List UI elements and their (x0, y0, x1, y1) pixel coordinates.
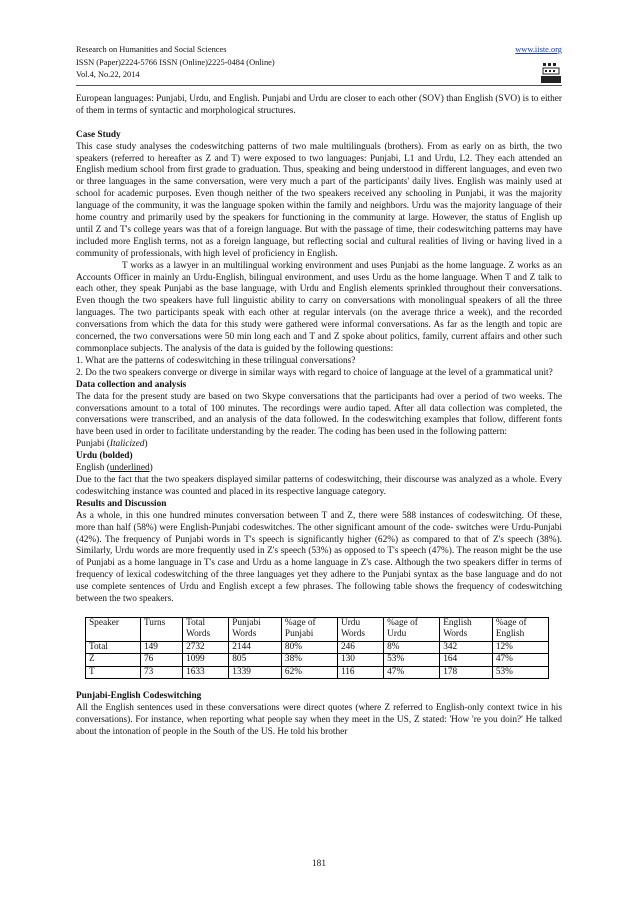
case-study-heading: Case Study (76, 129, 121, 140)
table-cell: 8% (384, 641, 440, 654)
table-cell: 1633 (183, 666, 229, 679)
table-cell: 53% (384, 654, 440, 667)
table-cell: 130 (337, 654, 383, 667)
table-cell: 116 (337, 666, 383, 679)
table-header-line: Speaker (89, 617, 119, 628)
coding-punjabi-suffix: ) (144, 439, 148, 450)
data-collection-heading: Data collection and analysis (76, 379, 187, 390)
table-header-line: English (495, 629, 525, 640)
coding-english-underlined: underlined (109, 463, 150, 474)
table-cell: 80% (281, 641, 337, 654)
coding-punjabi-prefix: Punjabi ( (76, 439, 110, 450)
table-row (86, 666, 549, 679)
table-cell: 178 (440, 666, 493, 679)
table-cell: 149 (140, 641, 182, 654)
table-header-cell (281, 617, 337, 641)
coding-urdu: Urdu (bolded) (76, 451, 133, 462)
table-cell: 2144 (229, 641, 282, 654)
table-cell: Total (86, 641, 141, 654)
table-header-line: Turns (143, 617, 166, 628)
coding-punjabi (76, 439, 562, 451)
punjabi-english-paragraph-1: All the English sentences used in these conversations were direct quotes (where Z referred to English-only context twice in his conversations). For instance, when reporting what people say when they meet in the US, Z stated: 'How 're you doin?' He talked about the intonation of people in the South of the US. He told his brother (76, 703, 562, 738)
table-header-line: Urdu (340, 617, 361, 628)
table-header-line: Words (232, 629, 257, 640)
table-cell: 1339 (229, 666, 282, 679)
results-paragraph-1: As a whole, in this one hundred minutes conversation between T and Z, there were 588 instances of codeswitching. Of these, more than half (58%) were English-Punjabi codeswitches. The other significant amount of the code- switches were Urdu-Punjabi (42%). The frequency of Punjabi words in T's speech is significantly higher (62%) as compared to that of Z's speech (38%). Similarly, Urdu words are more frequently used in Z's speech (53%) as opposed to T's speech (47%). The reason might be the use of Punjabi as a home language in T's case and Urdu as a home language in Z's case. Although the two speakers differ in terms of frequency of lexical codeswitching of the three languages yet they adhere to the Punjabi syntax as the base language and do not use complete sentences of Urdu and English except a few phrases. The following table shows the frequency of codeswitching between the two speakers. (76, 510, 562, 605)
table-header-cell (86, 617, 141, 641)
table-cell: 73 (140, 666, 182, 679)
journal-header (76, 44, 562, 82)
coding-english-prefix: English ( (76, 463, 110, 474)
journal-issn: ISSN (Paper)2224-5766 ISSN (Online)2225-0484 (Online) (76, 57, 275, 67)
header-divider (76, 85, 562, 86)
punjabi-english-heading: Punjabi-English Codeswitching (76, 691, 202, 702)
table-cell: 2732 (183, 641, 229, 654)
table-header-cell (492, 617, 548, 641)
table-header-line: English (443, 617, 472, 628)
codeswitching-frequency-table (85, 617, 549, 680)
case-study-paragraph-2: T works as a lawyer in an multilingual working environment and uses Punjabi as the home language. Z works as an Accounts Officer in mainly an Urdu-English, bilingual environment, and uses Urdu as the home language. When T and Z talk to each other, they speak Punjabi as the base language, with Urdu and English elements sprinkled throughout their conversations. Even though the two speakers have full linguistic ability to carry on conversations with monolingual speakers of all the three languages. The two participants speak with each other at regular intervals (on the average thrice a week), and the recorded conversations from which the data for this study were gathered were informal conversations. As far as the length and topic are concerned, the two conversations were 50 min long each and T and Z spoke about politics, family, current affairs and other such commonplace subjects. The analysis of the data is guided by the following questions: (76, 260, 562, 355)
table-cell: 12% (492, 641, 548, 654)
table-cell: 805 (229, 654, 282, 667)
page-number: 181 (312, 859, 326, 869)
research-question-2: 2. Do the two speakers converge or diverge in similar ways with regard to choice of language at the level of a grammatical unit? (76, 367, 553, 378)
iiste-logo-icon (540, 62, 562, 84)
table-cell: 62% (281, 666, 337, 679)
table-cell: 38% (281, 654, 337, 667)
journal-volume: Vol.4, No.22, 2014 (76, 70, 140, 79)
table-header-line: Punjabi (284, 629, 314, 640)
table-cell: 53% (492, 666, 548, 679)
table-header-cell (140, 617, 182, 641)
table-cell: Z (86, 654, 141, 667)
table-header-line: %age of (387, 617, 418, 628)
coding-english (76, 463, 562, 475)
table-cell: 47% (492, 654, 548, 667)
table-cell: 164 (440, 654, 493, 667)
journal-title: Research on Humanities and Social Sciences (76, 45, 227, 54)
table-header-cell (384, 617, 440, 641)
journal-url-link[interactable]: www.iiste.org (515, 45, 562, 54)
table-header-line: Urdu (387, 629, 407, 640)
results-heading: Results and Discussion (76, 498, 167, 509)
table-header-row (86, 617, 549, 641)
table-header-line: Words (443, 629, 468, 640)
table-cell: 342 (440, 641, 493, 654)
table-row (86, 654, 549, 667)
data-collection-paragraph-2: Due to the fact that the two speakers displayed similar patterns of codeswitching, their discourse was analyzed as a whole. Every codeswitching instance was counted and placed in its respective language category. (76, 474, 562, 497)
table-cell: T (86, 666, 141, 679)
table-header-line: %age of (284, 617, 316, 628)
table-header-line: Words (340, 629, 366, 640)
table-cell: 47% (384, 666, 440, 679)
intro-paragraph: European languages: Punjabi, Urdu, and English. Punjabi and Urdu are closer to each other (SOV) than English (SVO) is to either of them in terms of syntactic and morphological structures. (76, 94, 562, 116)
research-question-1: 1. What are the patterns of codeswitching in these trilingual conversations? (76, 355, 356, 366)
table-header-cell (440, 617, 493, 641)
case-study-paragraph-1: This case study analyses the codeswitching patterns of two male multilinguals (brothers). From as early on as birth, the two speakers (referred to hereafter as Z and T) were exposed to two languages: Punjabi, L1 and Urdu, L2. They each attended an English medium school from first grade to graduation. Thus, speaking and being understood in different languages, and even two or three languages in the same conversation, were very much a part of the participants' daily lives. English was mainly used at school for academic purposes. Even though neither of the two speakers received any schooling in Punjabi, it was the majority language of the community, it was the language spoken within the family and neighbors. Urdu was the majority language of their home country and primarily used by the speakers for functioning in the community at large. However, the status of English up until Z and T's college years was that of a foreign language. But with the passage of time, their codeswitching patterns may have included more English terms, not as a foreign language, but reflecting social and cultural realities of living or having lived in a community of professionals, with high level of proficiency in English. (76, 141, 562, 259)
table-header-line: %age of (495, 617, 527, 628)
data-collection-paragraph-1: The data for the present study are based on two Skype conversations that the participants had over a period of two weeks. The conversations amount to a total of 100 minutes. The recordings were audio taped. After all data collection was completed, the conversations were transcribed, and an analysis of the data followed. In the codeswitching examples that follow, different fonts have been used in order to facilitate understanding by the reader. The coding has been used in the following pattern: (76, 391, 562, 438)
table-header-line: Punjabi (232, 617, 261, 628)
table-row (86, 641, 549, 654)
coding-english-suffix: ) (149, 463, 153, 474)
table-cell: 246 (337, 641, 383, 654)
table-header-line: Words (186, 629, 211, 640)
coding-punjabi-italic: Italicized (109, 439, 145, 450)
table-header-line: Total (186, 617, 206, 628)
table-header-cell (229, 617, 282, 641)
table-cell: 1099 (183, 654, 229, 667)
table-header-cell (337, 617, 383, 641)
table-header-cell (183, 617, 229, 641)
table-cell: 76 (140, 654, 182, 667)
article-body (76, 94, 562, 739)
